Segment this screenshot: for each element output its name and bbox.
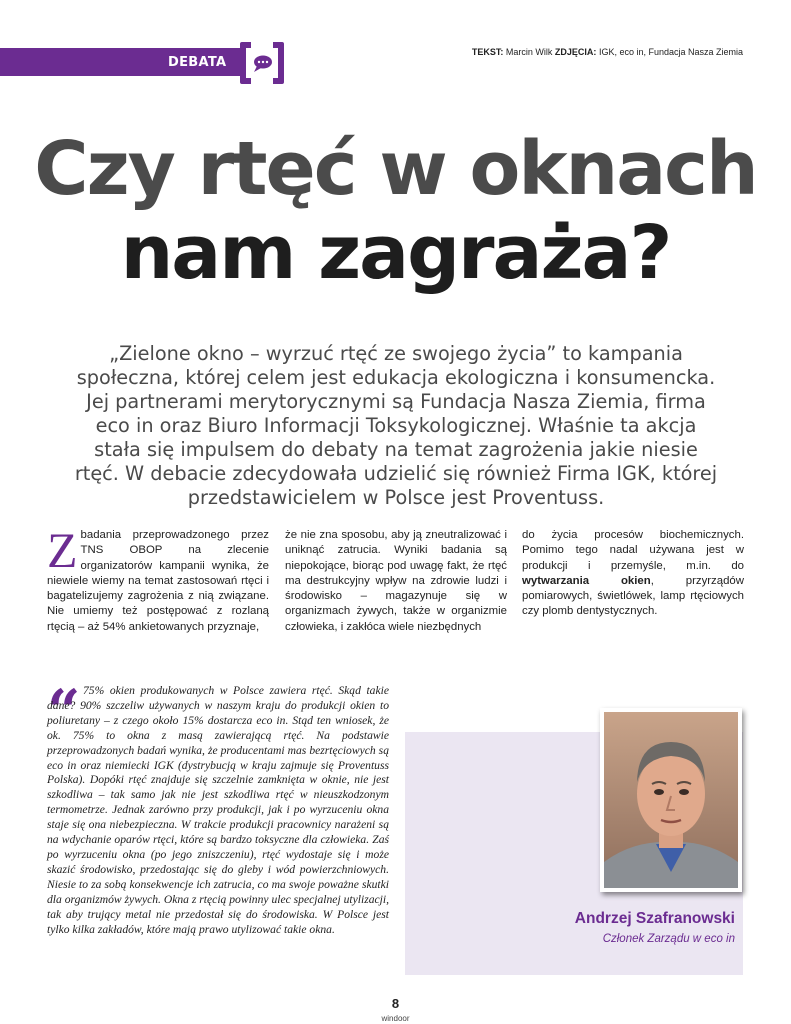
credits-photos-source: IGK, eco in, Fundacja Nasza Ziemia [598, 47, 743, 57]
footer-brand: windoor [381, 1014, 410, 1023]
credits-text-author: Marcin Wilk [505, 47, 553, 57]
article-credits [472, 47, 743, 57]
title-line-1: Czy rtęć w oknach [34, 126, 757, 212]
body-column-2 [285, 528, 507, 635]
credits-text-label: TEKST: [471, 47, 504, 57]
section-label: DEBATA [168, 55, 227, 70]
quote-mark-icon: “ [47, 677, 81, 745]
profile-name: Andrzej Szafranowski [574, 910, 735, 927]
profile-photo [600, 708, 742, 892]
body-column-3 [522, 528, 744, 620]
body-column-1 [47, 522, 269, 635]
body-column-3-text-b: , przyrządów pomiarowych, świetlówek, lamp rtęciowych czy plomb dentystycznych. [522, 574, 744, 618]
dropcap: Z [47, 522, 78, 578]
article-title [0, 128, 791, 295]
page-number: 8 [391, 996, 400, 1011]
article-lead: „Zielone okno – wyrzuć rtęć ze swojego życia” to kampania społeczna, której celem jest edukacja ekologiczna i konsumencka. Jej partnerami merytorycznymi są Fundacja Nasza Ziemia, firma eco in oraz Biuro Informacji Toksykologicznej. Właśnie ta akcja stała się impulsem do debaty na temat zagrożenia jakie niesie rtęć. W debacie zdecydowała udzielić się również Firma IGK, której przedstawicielem w Polsce jest Proventuss. [74, 342, 718, 509]
body-column-1-text: badania przeprowadzonego przez TNS OBOP na zlecenie organizatorów kampanii wynika, że niewiele wiemy na temat zastosowań rtęci i bagatelizujemy zagrożenia z nią związane. Nie umiemy też postępować z rozlaną rtęcią – aż 54% ankietowanych przyznaje, [47, 529, 269, 633]
title-line-2: nam zagraża? [120, 209, 671, 296]
pull-quote: 75% okien produkowanych w Polsce zawiera rtęć. Skąd takie dane? 90% szczeliw używanych w naszym kraju do produkcji okien to poliuretany – z czego około 15% dostarcza eco in. Stąd ten wniosek, że ok. 75% to okna z masą zawierającą rtęć. Na podstawie przeprowadzonych badań wynika, że producentami mas bezrtęciowych są eco in oraz niemiecki IGK (dystrybucją w kraju zajmuje się Proventuss Polska). Dopóki rtęć znajduje się szczelnie zamknięta w oknie, nie jest szkodliwa – tak samo jak nie jest szkodliwa rtęć w nieuszkodzonym termometrze. Jednak zarówno przy produkcji, jak i po wyrzuceniu okna staje się ona niebezpieczna. W trakcie produkcji pracownicy narażeni są na wdychanie oparów rtęci, które są bardzo toksyczne dla człowieka. Zaś po wyrzuceniu okna (po jego zniszczeniu), rtęć wydostaje się i może skazić środowisko, przedostając się do gleby i wód powierzchniowych. Niesie to za sobą konsekwencje ich zatrucia, co ma swoje poważne skutki dla organizmów żywych. Okna z rtęcią powinny ulec specjalnej utylizacji, tak aby trujący metal nie przedostał się do środowiska. W Polsce jest tylko kilka zakładów, które mają prawo utylizować takie okna. [47, 684, 389, 936]
portrait-image [604, 712, 738, 888]
body-column-2-text: że nie zna sposobu, aby ją zneutralizować i uniknąć zatrucia. Wyniki badania są niepokojące, biorąc pod uwagę fakt, że rtęć ma destrukcyjny wpływ na zdrowie ludzi i środowisko – magazynuje się w organizmach żywych, także w organizmie człowieka, i zakłóca wiele niezbędnych [285, 529, 507, 633]
credits-photos-label: ZDJĘCIA: [554, 47, 597, 57]
body-column-3-text-a: do życia procesów biochemicznych. Pomimo tego nadal używana jest w produkcji i przemyśle, m.in. do [522, 529, 744, 572]
debate-logo-icon [237, 38, 287, 88]
profile-role: Członek Zarządu w eco in [602, 933, 735, 945]
body-column-3-emphasis: wytwarzania okien [522, 574, 651, 587]
